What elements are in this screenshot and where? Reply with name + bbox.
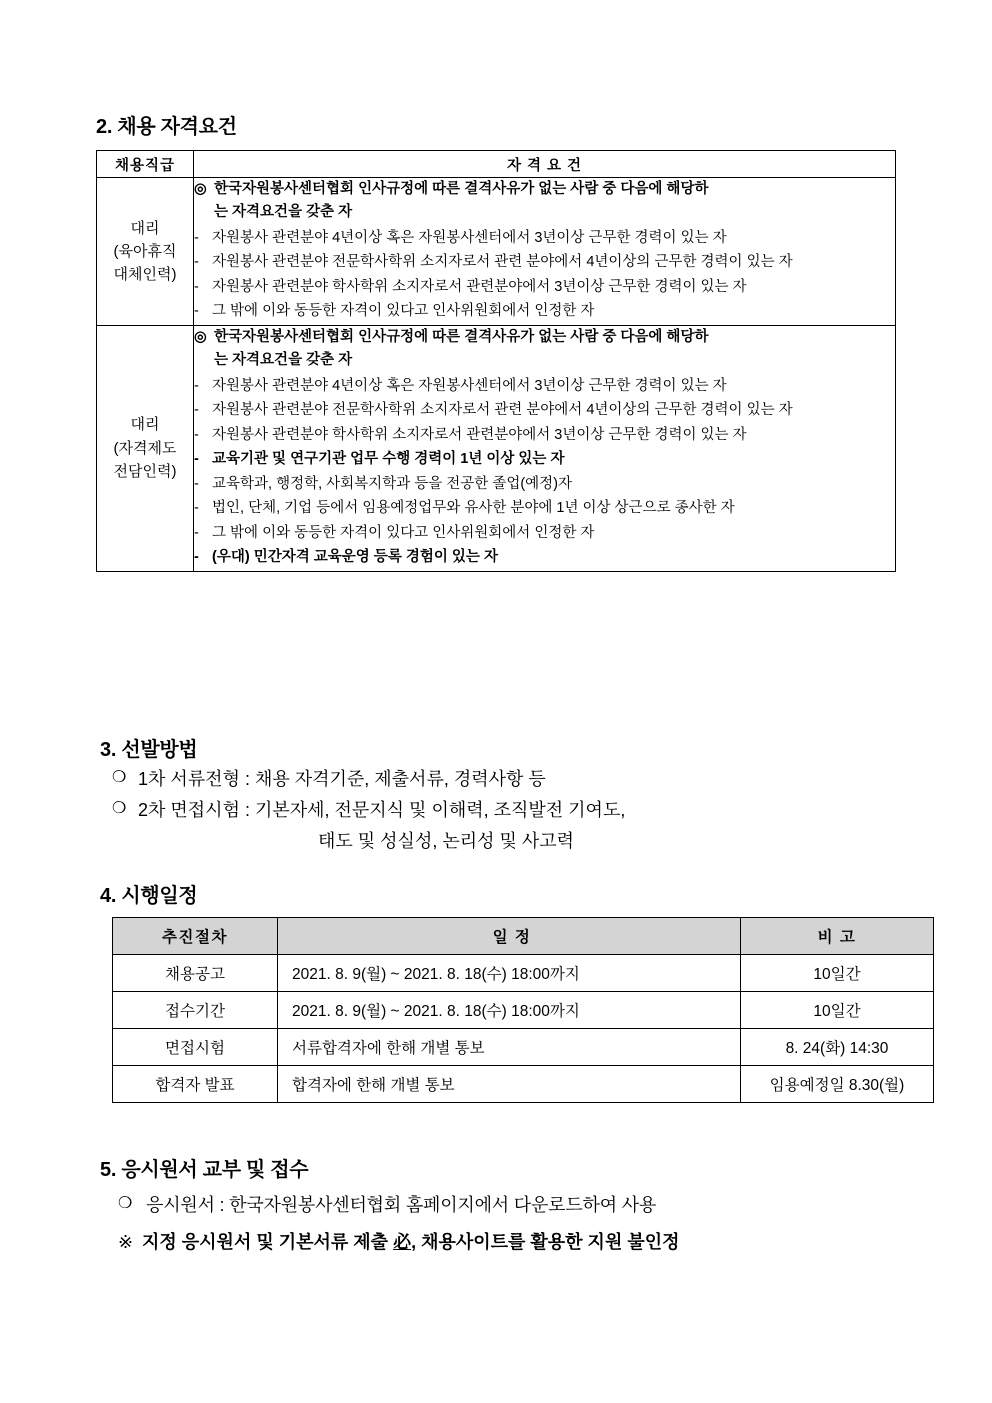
list-item-label: 자원봉사 관련분야 4년이상 혹은 자원봉사센터에서 3년이상 근무한 경력이 있는 자: [212, 377, 727, 394]
rank-line: 대리: [130, 416, 160, 434]
cell-note: 10일간: [741, 992, 934, 1029]
dash-icon: -: [194, 451, 199, 468]
table-row: [113, 955, 934, 992]
rank-line: (육아휴직: [113, 242, 177, 260]
note-text-after: , 채용사이트를 활용한 지원 불인정: [411, 1231, 680, 1252]
list-item-label: 자원봉사 관련분야 전문학사학위 소지자로서 관련 분야에서 4년이상의 근무한 경력이 있는 자: [212, 402, 793, 419]
double-circle-icon: ◎: [194, 328, 207, 345]
dash-icon: -: [194, 426, 199, 443]
cell-note: 8. 24(화) 14:30: [741, 1029, 934, 1066]
column-header-note: 비 고: [741, 918, 934, 955]
rank-line: 전담인력): [113, 462, 177, 480]
rank-line: 대리: [130, 219, 160, 237]
page-title-selection: 3. 선발방법: [100, 739, 198, 761]
requirement-heading-line1: 한국자원봉사센터협회 인사규정에 따른 결격사유가 없는 사람 중 다음에 해당하: [214, 328, 709, 345]
qualifications-table: [96, 150, 896, 572]
table-header-row: [113, 918, 934, 955]
cell-requirements-1: [194, 178, 896, 326]
note-text-before: 지정 응시원서 및 기본서류 제출: [142, 1231, 394, 1252]
list-item: [194, 473, 895, 496]
list-item: [194, 375, 895, 398]
dash-icon: -: [194, 303, 199, 320]
cell-step: 채용공고: [113, 955, 278, 992]
list-item-continuation: 태도 및 성실성, 논리성 및 사고력: [318, 831, 575, 852]
page-title-qualifications: 2. 채용 자격요건: [96, 116, 237, 138]
table-row: [97, 325, 896, 571]
cell-note: 임용예정일 8.30(월): [741, 1066, 934, 1103]
table-row: [113, 1066, 934, 1103]
list-item-label: 교육학과, 행정학, 사회복지학과 등을 전공한 졸업(예정)자: [212, 475, 573, 492]
list-item: [112, 765, 625, 794]
table-row: [113, 1029, 934, 1066]
list-item: [118, 1190, 680, 1221]
list-item-label: 자원봉사 관련분야 학사학위 소지자로서 관련분야에서 3년이상 근무한 경력이 있는 자: [212, 426, 747, 443]
column-header-date: 일 정: [278, 918, 741, 955]
column-header-step: 추진절차: [113, 918, 278, 955]
circle-bullet-icon: ❍: [118, 1195, 133, 1212]
circle-bullet-icon: ❍: [112, 769, 127, 786]
page-title-schedule: 4. 시행일정: [100, 885, 198, 907]
list-item: [194, 546, 895, 569]
list-item-label: 그 밖에 이와 동등한 자격이 있다고 인사위원회에서 인정한 자: [212, 303, 595, 320]
page-title-application: 5. 응시원서 교부 및 접수: [100, 1159, 309, 1181]
list-item-label: 자원봉사 관련분야 학사학위 소지자로서 관련분야에서 3년이상 근무한 경력이 있는 자: [212, 278, 747, 295]
application-note: [118, 1227, 680, 1258]
list-item: [194, 497, 895, 520]
table-row: [97, 178, 896, 326]
column-header-rank: 채용직급: [97, 151, 194, 178]
cell-note: 10일간: [741, 955, 934, 992]
dash-icon: -: [194, 524, 199, 541]
requirement-heading: [194, 326, 895, 373]
cell-step: 합격자 발표: [113, 1066, 278, 1103]
list-item-label: 1차 서류전형 : 채용 자격기준, 제출서류, 경력사항 등: [138, 769, 546, 789]
cell-rank-2: [97, 325, 194, 571]
dash-icon: -: [194, 278, 199, 295]
cell-date: 서류합격자에 한해 개별 통보: [278, 1029, 741, 1066]
cell-date: 2021. 8. 9(월) ~ 2021. 8. 18(수) 18:00까지: [278, 992, 741, 1029]
asterisk-note-icon: ※: [118, 1231, 134, 1252]
dash-icon: -: [194, 500, 199, 517]
application-info-list: [118, 1190, 680, 1257]
dash-icon: -: [194, 549, 199, 566]
list-item: [194, 276, 895, 299]
list-item: [194, 448, 895, 471]
list-item: [112, 796, 625, 856]
list-item: [194, 300, 895, 323]
list-item-label: 자원봉사 관련분야 4년이상 혹은 자원봉사센터에서 3년이상 근무한 경력이 있는 자: [212, 229, 727, 246]
note-emphasis: 必: [393, 1231, 412, 1252]
list-item-label: 자원봉사 관련분야 전문학사학위 소지자로서 관련 분야에서 4년이상의 근무한 경력이 있는 자: [212, 254, 793, 271]
list-item-label: 교육기관 및 연구기관 업무 수행 경력이 1년 이상 있는 자: [212, 451, 565, 468]
list-item-label: 그 밖에 이와 동등한 자격이 있다고 인사위원회에서 인정한 자: [212, 524, 595, 541]
list-item-label: 법인, 단체, 기업 등에서 임용예정업무와 유사한 분야에 1년 이상 상근으로 종사한 자: [212, 500, 735, 517]
list-item: [194, 227, 895, 250]
dash-icon: -: [194, 229, 199, 246]
list-item: [194, 424, 895, 447]
cell-date: 2021. 8. 9(월) ~ 2021. 8. 18(수) 18:00까지: [278, 955, 741, 992]
column-header-requirements: 자 격 요 건: [194, 151, 896, 178]
list-item: [194, 399, 895, 422]
schedule-table: [112, 917, 934, 1103]
list-item-label: 응시원서 : 한국자원봉사센터협회 홈페이지에서 다운로드하여 사용: [146, 1195, 657, 1215]
requirement-list-2: [194, 375, 895, 570]
cell-date: 합격자에 한해 개별 통보: [278, 1066, 741, 1103]
list-item-label: (우대) 민간자격 교육운영 등록 경험이 있는 자: [212, 549, 498, 566]
rank-line: 대체인력): [113, 266, 177, 284]
requirement-heading: [194, 178, 895, 225]
cell-rank-1: [97, 178, 194, 326]
list-item-label: 2차 면접시험 : 기본자세, 전문지식 및 이해력, 조직발전 기여도,: [138, 800, 626, 821]
cell-step: 접수기간: [113, 992, 278, 1029]
table-row: [113, 992, 934, 1029]
rank-line: (자격제도: [113, 439, 177, 457]
list-item: [194, 251, 895, 274]
requirement-heading-line2: 는 자격요건을 갖춘 자: [214, 352, 353, 369]
table-header-row: [97, 151, 896, 178]
cell-step: 면접시험: [113, 1029, 278, 1066]
cell-requirements-2: [194, 325, 896, 571]
double-circle-icon: ◎: [194, 181, 207, 197]
dash-icon: -: [194, 475, 199, 492]
list-item: [194, 522, 895, 545]
circle-bullet-icon: ❍: [112, 800, 127, 818]
dash-icon: -: [194, 377, 199, 394]
requirement-heading-line2: 는 자격요건을 갖춘 자: [214, 204, 353, 221]
selection-method-list: [112, 765, 625, 858]
requirement-heading-line1: 한국자원봉사센터협회 인사규정에 따른 결격사유가 없는 사람 중 다음에 해당하: [214, 181, 709, 197]
requirement-list-1: [194, 227, 895, 324]
dash-icon: -: [194, 402, 199, 419]
dash-icon: -: [194, 254, 199, 271]
